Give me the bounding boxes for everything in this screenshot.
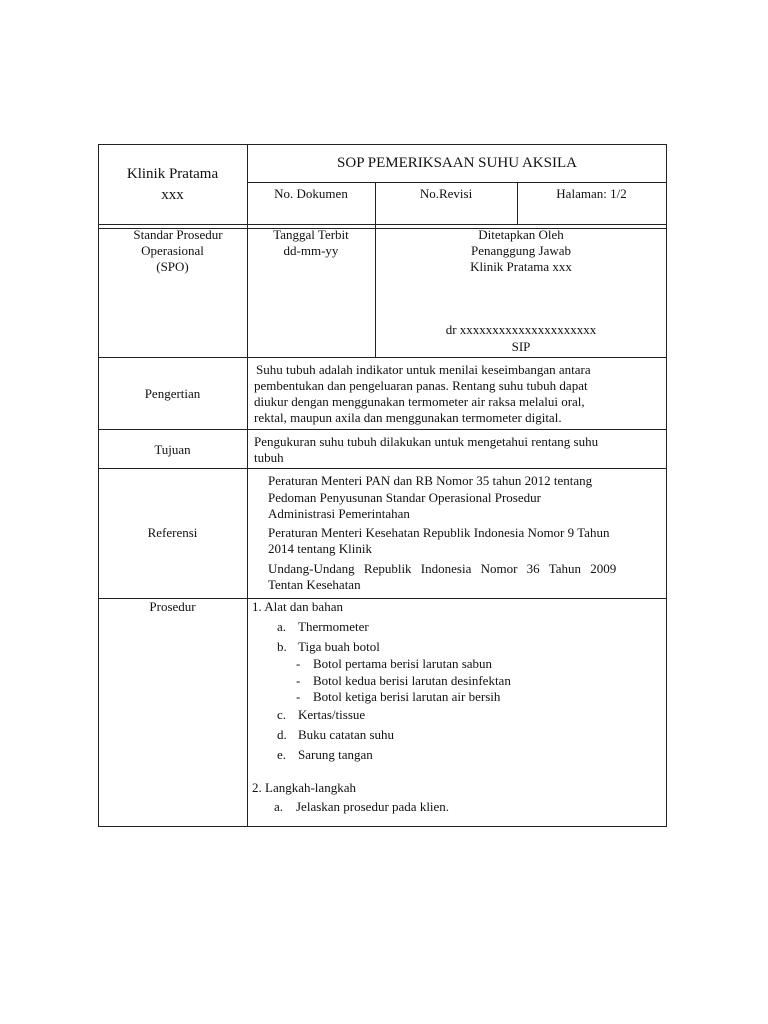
document-title: SOP PEMERIKSAAN SUHU AKSILA <box>337 155 577 171</box>
pengertian-line: rektal, maupun axila dan menggunakan termometer digital. <box>254 410 562 425</box>
divider-under-title <box>247 182 667 183</box>
list-marker: a. <box>274 799 284 814</box>
list-marker: e. <box>277 747 287 762</box>
halaman-label: Halaman: 1/2 <box>556 186 627 201</box>
list-marker: b. <box>277 639 287 654</box>
list-item: Sarung tangan <box>298 747 373 762</box>
spo-label-line3: (SPO) <box>156 259 189 274</box>
tanggal-terbit-label: Tanggal Terbit <box>273 227 349 242</box>
table-border-top <box>98 144 667 145</box>
list-marker: - <box>296 673 301 688</box>
list-marker: d. <box>277 727 287 742</box>
ditetapkan-clinic: Klinik Pratama xxx <box>470 259 572 274</box>
tanggal-terbit-value: dd-mm-yy <box>283 243 339 258</box>
pengertian-line: pembentukan dan pengeluaran panas. Rentang suhu tubuh dapat <box>254 378 588 393</box>
pengertian-line: diukur dengan menggunakan termometer air raksa melalui oral, <box>254 394 585 409</box>
doctor-name: dr xxxxxxxxxxxxxxxxxxxxx <box>445 322 597 337</box>
spo-label-line1: Standar Prosedur <box>133 227 223 242</box>
referensi-line: Peraturan Menteri Kesehatan Republik Indonesia Nomor 9 Tahun <box>268 525 610 540</box>
tujuan-label: Tujuan <box>154 442 191 457</box>
penanggung-jawab: Penanggung Jawab <box>470 243 571 258</box>
prosedur-section-alat: 1. Alat dan bahan <box>252 599 343 614</box>
referensi-line: Pedoman Penyusunan Standar Operasional Prosedur <box>268 490 541 505</box>
list-item: Botol ketiga berisi larutan air bersih <box>313 689 501 704</box>
spo-label-line2: Operasional <box>141 243 204 258</box>
clinic-name: Klinik Pratama <box>126 166 219 182</box>
pengertian-line: Suhu tubuh adalah indikator untuk menilai keseimbangan antara <box>256 362 591 377</box>
list-marker: - <box>296 656 301 671</box>
sop-document <box>98 144 667 827</box>
pengertian-label: Pengertian <box>144 386 201 401</box>
divider-under-header <box>98 224 667 225</box>
list-marker: - <box>296 689 301 704</box>
list-item: Buku catatan suhu <box>298 727 395 742</box>
list-item: Thermometer <box>298 619 369 634</box>
clinic-name-suffix: xxx <box>161 187 184 203</box>
list-marker: a. <box>277 619 287 634</box>
ditetapkan-oleh: Ditetapkan Oleh <box>478 227 564 242</box>
referensi-line: Undang-Undang Republik Indonesia Nomor 36 Tahun 2009 <box>268 561 617 576</box>
list-item: Tiga buah botol <box>298 639 380 654</box>
prosedur-section-langkah: 2. Langkah-langkah <box>252 780 356 795</box>
list-item: Kertas/tissue <box>298 707 366 722</box>
divider-under-pengertian <box>98 429 667 430</box>
no-dokumen-label: No. Dokumen <box>274 186 348 201</box>
divider-under-tujuan <box>98 468 667 469</box>
list-item: Jelaskan prosedur pada klien. <box>296 799 450 814</box>
list-item: Botol pertama berisi larutan sabun <box>313 656 493 671</box>
referensi-line: Tentan Kesehatan <box>268 577 361 592</box>
no-revisi-label: No.Revisi <box>419 186 473 201</box>
referensi-line: 2014 tentang Klinik <box>268 541 372 556</box>
referensi-line: Administrasi Pemerintahan <box>268 506 410 521</box>
prosedur-label: Prosedur <box>149 599 196 614</box>
divider-under-spo <box>98 357 667 358</box>
list-marker: c. <box>277 707 287 722</box>
table-border-bottom <box>98 826 667 827</box>
referensi-line: Peraturan Menteri PAN dan RB Nomor 35 tahun 2012 tentang <box>268 473 593 488</box>
tujuan-line: tubuh <box>254 450 284 465</box>
list-item: Botol kedua berisi larutan desinfektan <box>313 673 511 688</box>
referensi-label: Referensi <box>147 525 198 540</box>
tujuan-line: Pengukuran suhu tubuh dilakukan untuk mengetahui rentang suhu <box>254 434 599 449</box>
sip-label: SIP <box>511 339 531 354</box>
